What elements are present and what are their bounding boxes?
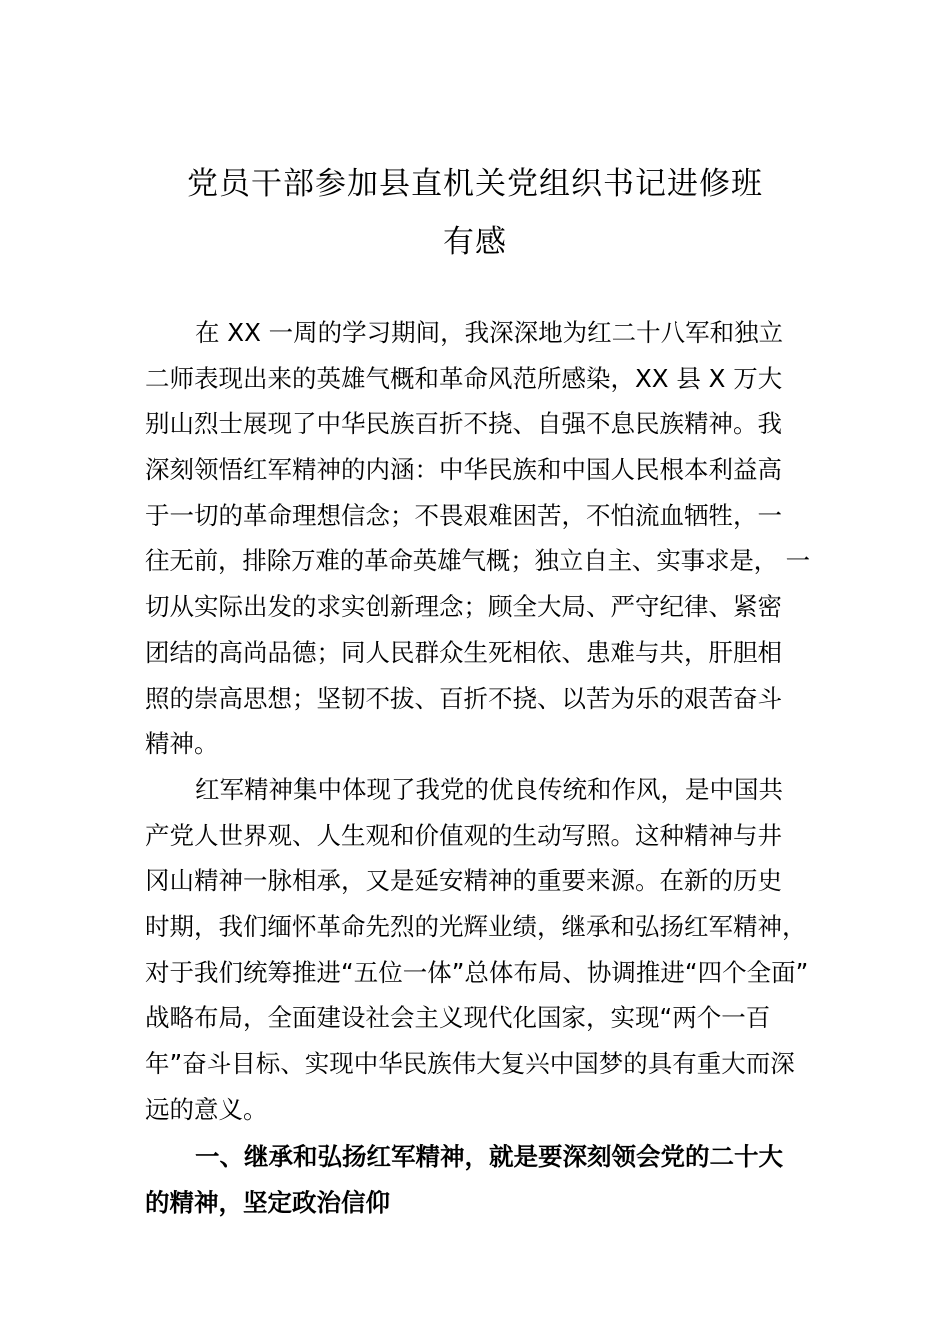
paragraph-line: 深刻领悟红军精神的内涵：中华民族和中国人民根本利益高 — [145, 455, 782, 485]
paragraph-line: 产党人世界观、人生观和价值观的生动写照。这种精神与井 — [145, 820, 782, 850]
paragraph-line: 于一切的革命理想信念；不畏艰难困苦，不怕流血牺牲，一 — [145, 500, 782, 530]
paragraph-line: 照的崇高思想；坚韧不拔、百折不挠、以苦为乐的艰苦奋斗 — [145, 683, 782, 713]
paragraph-line: 时期，我们缅怀革命先烈的光辉业绩，继承和弘扬红军精神， — [145, 912, 807, 942]
paragraph-line: 切从实际出发的求实创新理念；顾全大局、严守纪律、紧密 — [145, 592, 782, 622]
paragraph-line: 别山烈士展现了中华民族百折不挠、自强不息民族精神。我 — [145, 409, 782, 439]
paragraph-line: 对于我们统筹推进“五位一体”总体布局、协调推进“四个全面” — [145, 957, 809, 987]
heading-line: 一、继承和弘扬红军精神，就是要深刻领会党的二十大 — [195, 1142, 783, 1171]
paragraph-line: 精神。 — [145, 729, 219, 759]
paragraph-line: 冈山精神一脉相承，又是延安精神的重要来源。在新的历史 — [145, 866, 782, 896]
paragraph-2 — [145, 767, 810, 1133]
document-title-line-2: 有感 — [443, 224, 507, 260]
section-heading-1 — [145, 1134, 810, 1225]
paragraph-line: 二师表现出来的英雄气概和革命风范所感染，XX 县 X 万大 — [145, 363, 783, 393]
document-title-line-1: 党员干部参加县直机关党组织书记进修班 — [187, 166, 763, 202]
paragraph-line: 年”奋斗目标、实现中华民族伟大复兴中国梦的具有重大而深 — [145, 1049, 795, 1079]
paragraph-line: 战略布局，全面建设社会主义现代化国家，实现“两个一百 — [145, 1003, 771, 1033]
paragraph-1 — [145, 310, 810, 767]
paragraph-line: 团结的高尚品德；同人民群众生死相依、患难与共，肝胆相 — [145, 637, 782, 667]
paragraph-line: 红军精神集中体现了我党的优良传统和作风，是中国共 — [195, 775, 783, 804]
paragraph-line: 在 XX 一周的学习期间，我深深地为红二十八军和独立 — [195, 318, 784, 347]
paragraph-line: 远的意义。 — [145, 1094, 268, 1124]
heading-line: 的精神，坚定政治信仰 — [145, 1187, 390, 1217]
paragraph-line: 往无前，排除万难的革命英雄气概；独立自主、实事求是， 一 — [145, 546, 810, 576]
